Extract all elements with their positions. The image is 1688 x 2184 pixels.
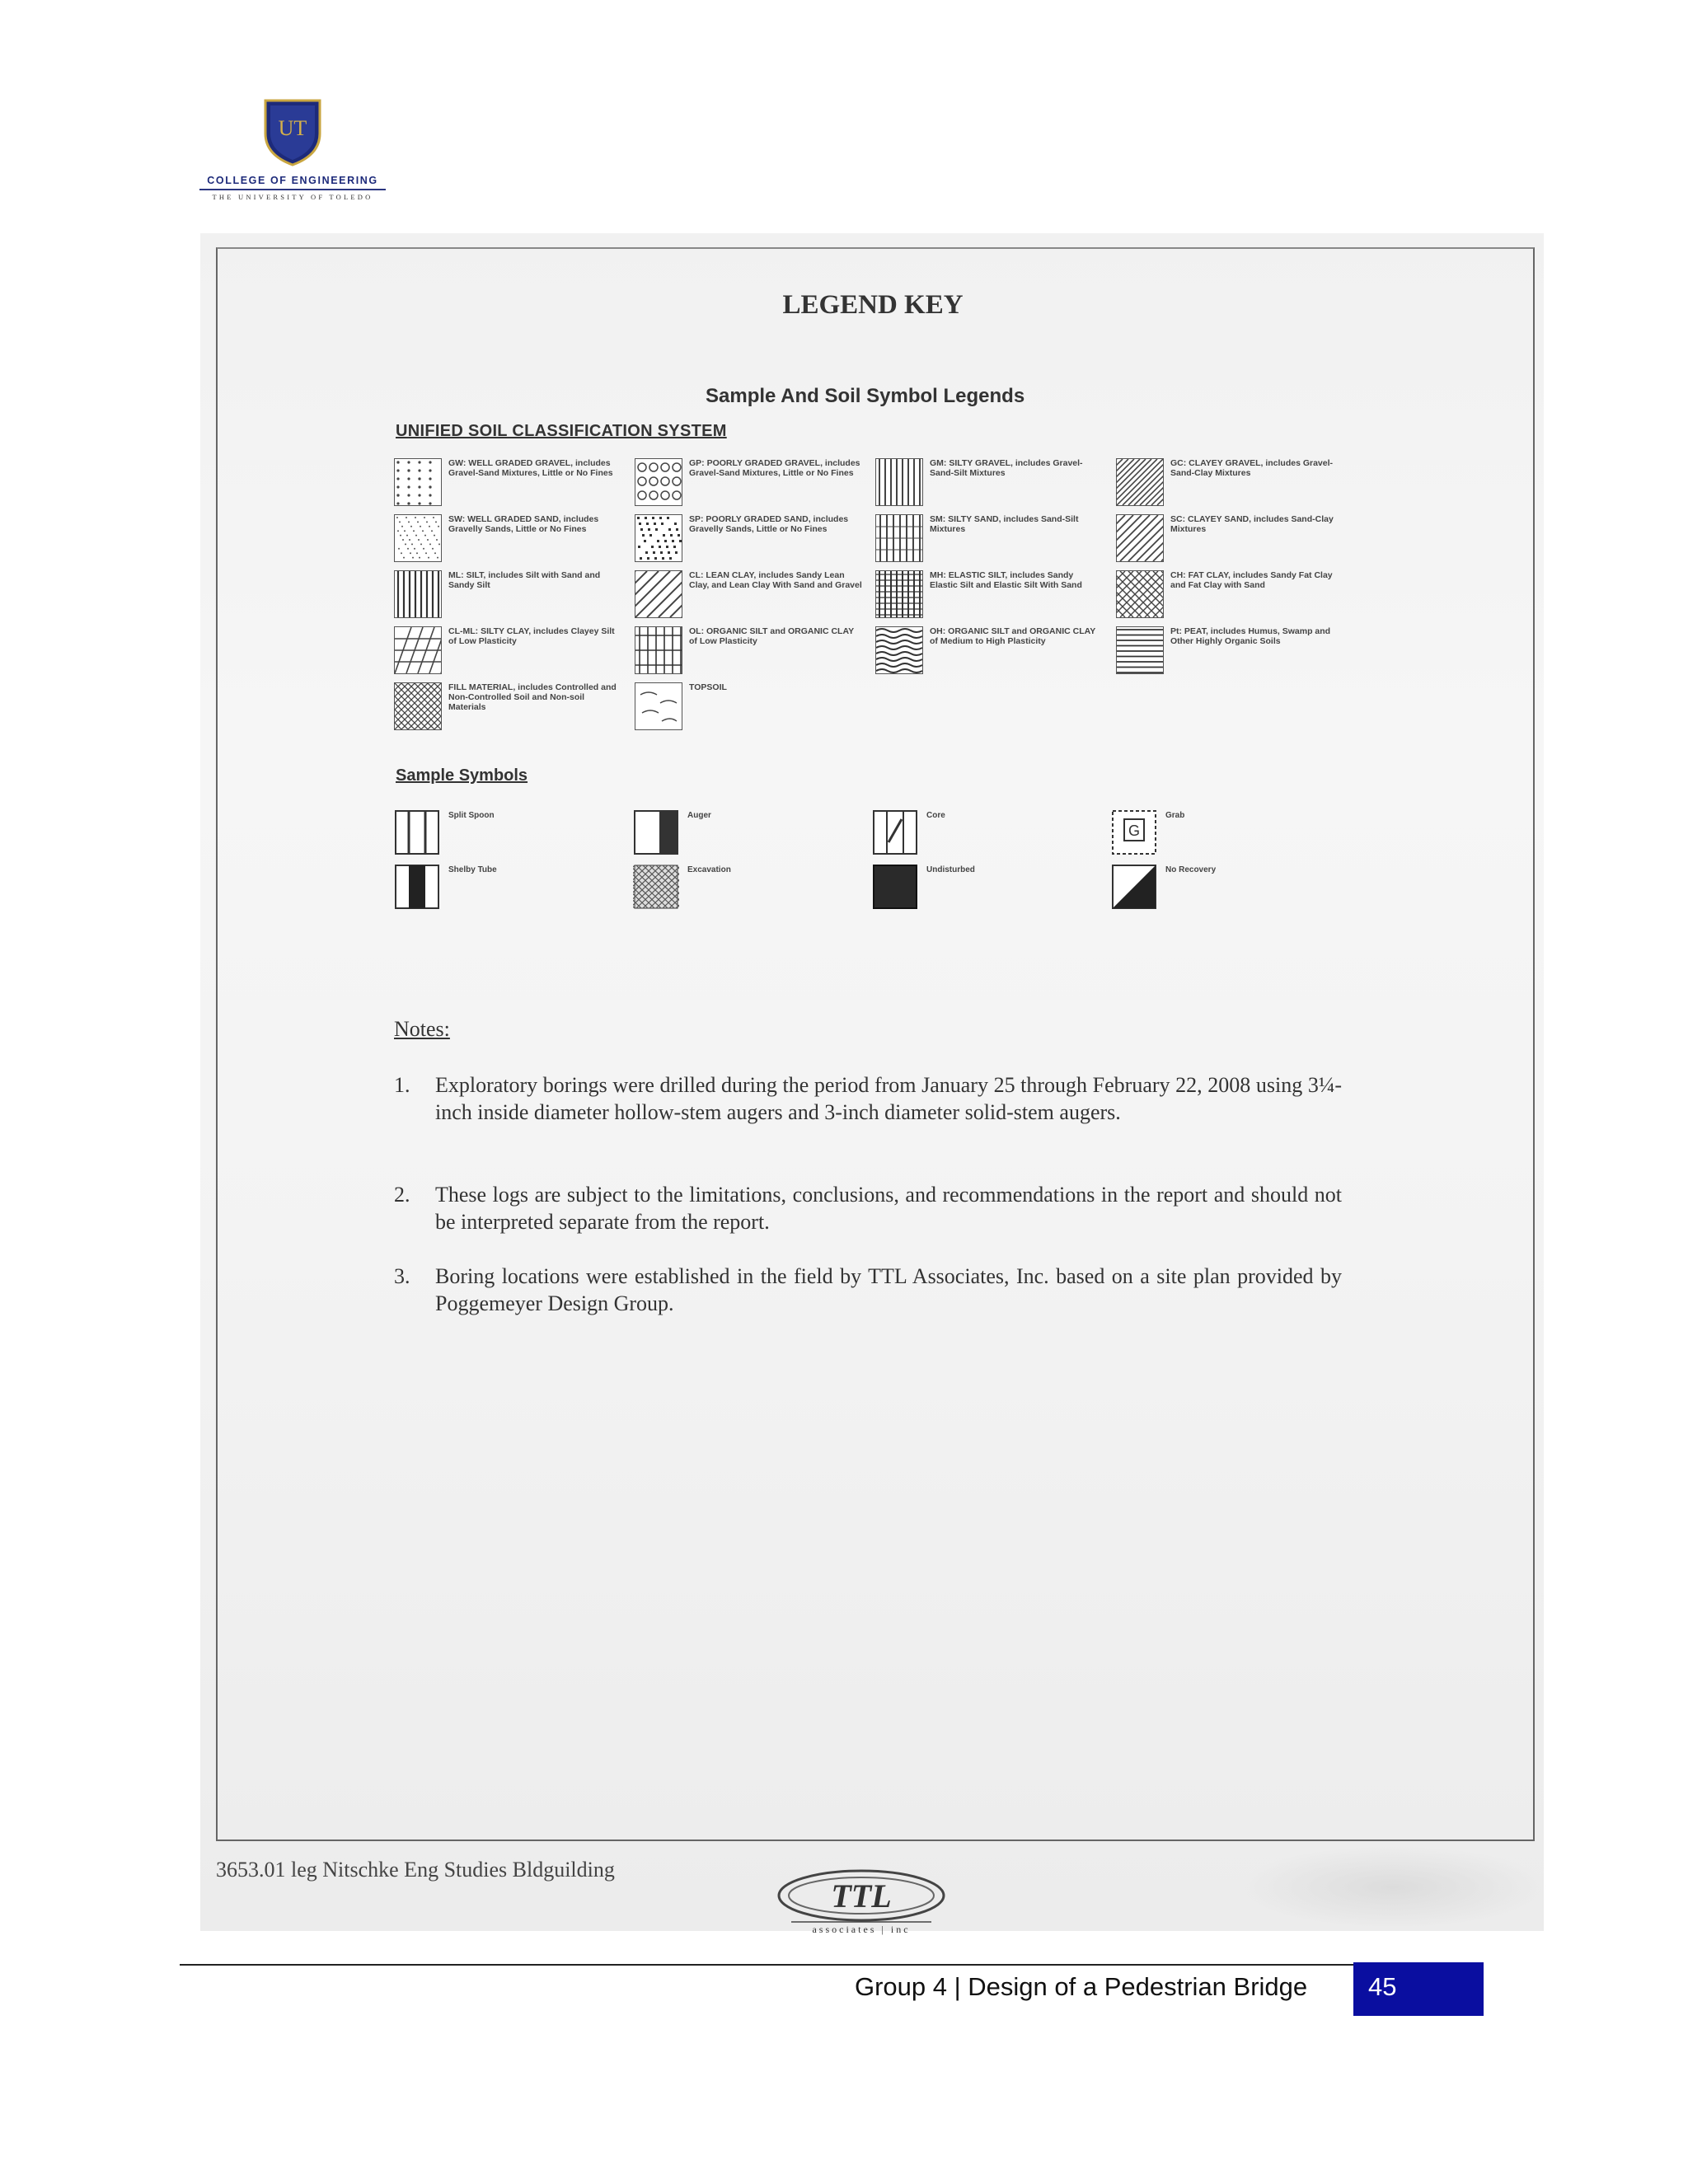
soil-legend-item [635,458,874,508]
sample-legend-item [872,809,1053,859]
sample-legend-item [633,864,814,913]
sample-legend-label: Shelby Tube [448,865,497,874]
note-text: Boring locations were established in the field by TTL Associates, Inc. based on a site plan provided by Poggemeyer Design Group. [435,1264,1342,1315]
soil-pattern-vertical-icon [394,570,442,618]
undisturbed-icon [872,864,918,910]
sample-legend-item [1111,864,1292,913]
soil-pattern-horizontal-icon [1116,626,1164,674]
soil-pattern-vertical-dots-icon [875,514,923,562]
soil-legend-text: FILL MATERIAL, includes Controlled and Non-Controlled Soil and Non-soil Materials [448,682,617,712]
soil-legend-text: SC: CLAYEY SAND, includes Sand-Clay Mixtures [1170,514,1334,534]
soil-legend-item [394,570,633,620]
sample-legend-label: Grab [1165,811,1185,820]
excavation-icon [633,864,679,910]
soil-legend-text: CH: FAT CLAY, includes Sandy Fat Clay and Fat Clay with Sand [1170,570,1333,590]
soil-legend-text: CL-ML: SILTY CLAY, includes Clayey Silt of Low Plasticity [448,626,615,646]
soil-pattern-crosshatch-icon [394,682,442,730]
soil-pattern-fine-dots-icon [394,514,442,562]
soil-legend-item [635,626,874,676]
soil-legend-text: TOPSOIL [689,682,727,692]
soil-legend-item [875,570,1114,620]
core-icon [872,809,918,855]
soil-legend-text: CL: LEAN CLAY, includes Sandy Lean Clay, and Lean Clay With Sand and Gravel [689,570,862,590]
sample-legend-label: Auger [687,811,711,820]
sample-legend-label: No Recovery [1165,865,1217,874]
sample-legend-label: Undisturbed [926,865,975,874]
sample-legend-item [394,864,575,913]
soil-pattern-topsoil-icon [635,682,682,730]
sample-symbols-heading: Sample Symbols [396,766,528,785]
logo-divider [199,189,386,190]
soil-legend-text: GW: WELL GRADED GRAVEL, includes Gravel-Sand Mixtures, Little or No Fines [448,458,613,478]
soil-legend-item [875,626,1114,676]
note-number: 1. [394,1073,410,1097]
auger-icon [633,809,679,855]
legend-subtitle: Sample And Soil Symbol Legends [706,385,1025,407]
no-recovery-icon [1111,864,1157,910]
soil-legend-item [875,458,1114,508]
soil-legend-item [1116,626,1355,676]
soil-legend-item [1116,458,1355,508]
soil-legend-text: SW: WELL GRADED SAND, includes Gravelly Sands, Little or No Fines [448,514,599,534]
soil-legend-text: SM: SILTY SAND, includes Sand-Silt Mixtures [930,514,1079,534]
soil-legend-text: MH: ELASTIC SILT, includes Sandy Elastic Silt and Elastic Silt With Sand [930,570,1082,590]
sample-legend-item [633,809,814,859]
university-logo [190,97,396,201]
footer-title: Group 4 | Design of a Pedestrian Bridge [855,1972,1308,2001]
soil-pattern-vertical-grid-icon [635,626,682,674]
legend-title: LEGEND KEY [782,290,964,320]
soil-pattern-diagonal-wide-icon [635,570,682,618]
soil-legend-text: OL: ORGANIC SILT and ORGANIC CLAY of Low Plasticity [689,626,854,646]
soil-legend-text: ML: SILT, includes Silt with Sand and Sandy Silt [448,570,601,590]
sample-legend-label: Excavation [687,865,731,874]
shield-icon [262,97,323,166]
svg-text:UT: UT [278,116,307,140]
soil-legend-text: Pt: PEAT, includes Humus, Swamp and Other Highly Organic Soils [1170,626,1331,646]
soil-legend-item [635,514,874,564]
soil-legend-text: GP: POORLY GRADED GRAVEL, includes Gravel-Sand Mixtures, Little or No Fines [689,458,860,478]
uscs-heading: UNIFIED SOIL CLASSIFICATION SYSTEM [396,422,727,440]
sample-legend-label: Core [926,811,945,820]
soil-pattern-coarse-dots-icon [635,514,682,562]
soil-legend-item [635,682,874,732]
soil-legend-item [1116,570,1355,620]
soil-legend-item [394,514,633,564]
soil-pattern-diagonal-dense-icon [1116,458,1164,506]
soil-pattern-wavy-icon [875,626,923,674]
soil-legend-text: SP: POORLY GRADED SAND, includes Gravelly Sands, Little or No Fines [689,514,849,534]
note-number: 3. [394,1264,410,1288]
svg-text:associates | inc: associates | inc [812,1924,911,1935]
soil-pattern-brick-diag-icon [394,626,442,674]
svg-text:TTL: TTL [831,1877,892,1915]
page-number: 45 [1368,1972,1397,2001]
sample-legend-item [394,809,575,859]
soil-legend-item [394,626,633,676]
shelby-icon [394,864,440,910]
note-number: 2. [394,1183,410,1207]
soil-pattern-circles-icon [635,458,682,506]
soil-legend-item [394,682,633,732]
note-text: These logs are subject to the limitations, conclusions, and recommendations in the report and should not be interpreted separate from the report. [435,1183,1342,1234]
soil-pattern-dots-icon [394,458,442,506]
notes-heading: Notes: [394,1017,450,1041]
soil-pattern-diagonal-icon [1116,514,1164,562]
sample-legend-label: Split Spoon [448,811,495,820]
soil-legend-item [1116,514,1355,564]
soil-legend-text: GC: CLAYEY GRAVEL, includes Gravel-Sand-Clay Mixtures [1170,458,1334,478]
note-text: Exploratory borings were drilled during the period from January 25 through February 22, 2008 using 3¼-inch inside diameter hollow-stem augers and 3-inch diameter solid-stem augers. [435,1073,1342,1124]
sample-legend-item [1111,809,1292,859]
soil-pattern-grid-dots-icon [875,458,923,506]
soil-legend-text: GM: SILTY GRAVEL, includes Gravel-Sand-Silt Mixtures [930,458,1083,478]
svg-text:G: G [1128,823,1141,839]
sample-legend-item [872,864,1053,913]
footer-divider [180,1964,1484,1966]
split-spoon-icon [394,809,440,855]
university-name: THE UNIVERSITY OF TOLEDO [212,193,373,201]
grab-icon [1111,809,1157,855]
soil-legend-text: OH: ORGANIC SILT and ORGANIC CLAY of Medium to High Plasticity [930,626,1096,646]
soil-legend-item [635,570,874,620]
soil-legend-item [875,514,1114,564]
ttl-logo-icon [775,1868,948,1935]
scan-footer-reference: 3653.01 leg Nitschke Eng Studies Bldguilding [216,1858,615,1882]
scan-smudge [1236,1846,1550,1929]
soil-pattern-cross-diag-icon [1116,570,1164,618]
college-name: COLLEGE OF ENGINEERING [207,175,378,186]
soil-legend-item [394,458,633,508]
soil-pattern-vertical-hatch-icon [875,570,923,618]
